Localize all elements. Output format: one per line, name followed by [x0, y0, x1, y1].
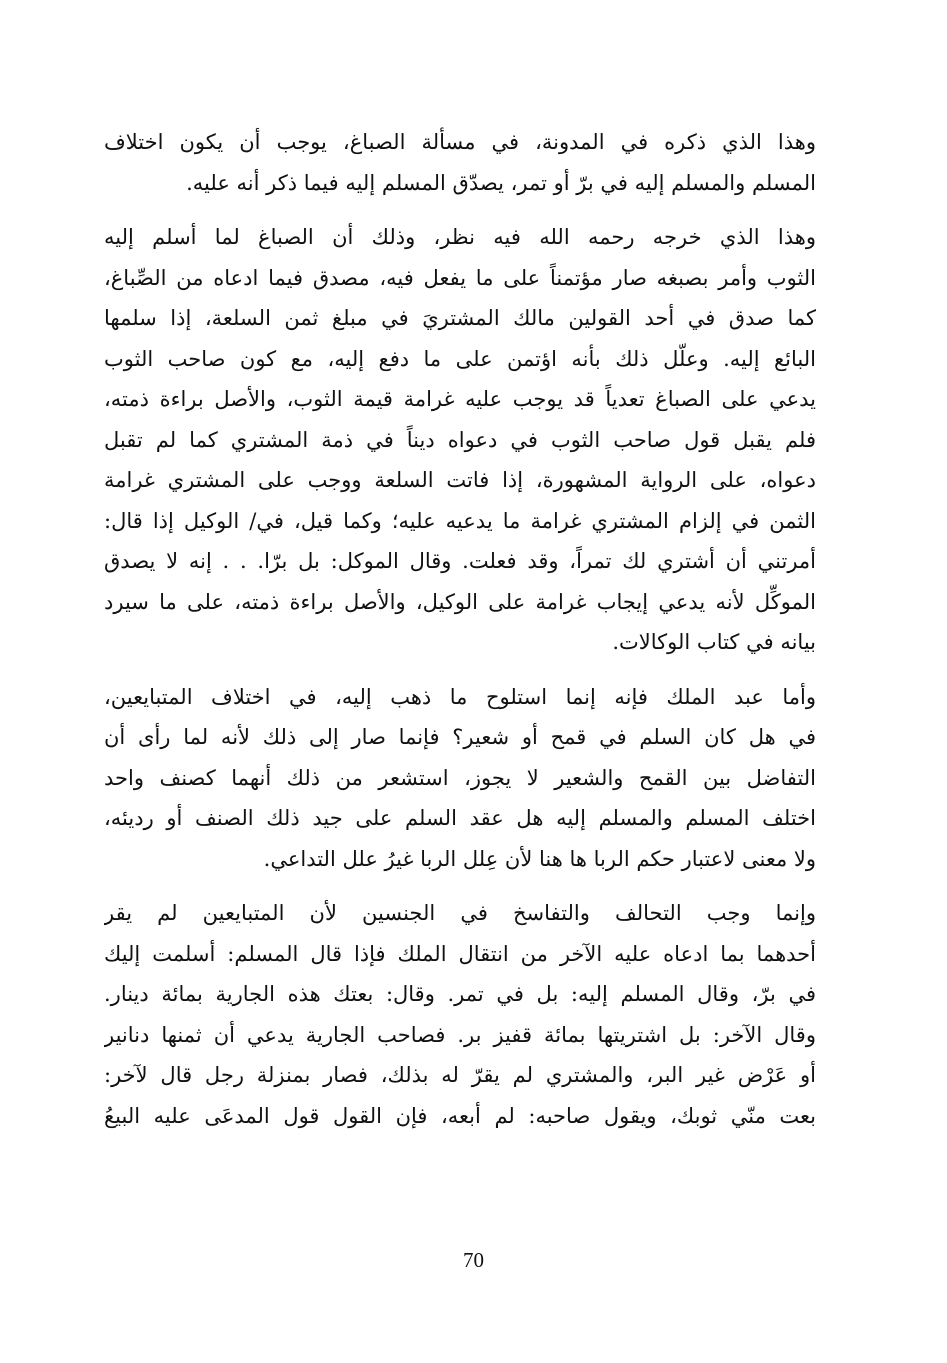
text-line: في هل كان السلم في قمح أو شعير؟ فإنما صار إلى ذلك لأنه لما رأى أن — [104, 725, 816, 749]
text-line: المسلم والمسلم إليه في برّ أو تمر، يصدّق المسلم إليه فيما ذكر أنه عليه. — [186, 170, 816, 195]
text-line: أمرتني أن أشتري لك تمراً، وقد فعلت. وقال الموكل: بل برّا. . . إنه لا يصدق — [104, 549, 816, 573]
paragraph — [104, 122, 816, 203]
text-line: كما صدق في أحد القولين مالك المشتريَ في مبلغ ثمن السلعة، إذا سلمها — [104, 306, 816, 330]
text-line: وإنما وجب التحالف والتفاسخ في الجنسين لأن المتبايعين لم يقر — [104, 901, 816, 925]
paragraph — [104, 677, 816, 880]
page-number: 70 — [463, 1248, 484, 1272]
text-line: فلم يقبل قول صاحب الثوب في دعواه ديناً في ذمة المشتري كما لم تقبل — [104, 427, 816, 452]
text-line: اختلف المسلم والمسلم إليه هل عقد السلم على جيد ذلك الصنف أو رديئه، — [104, 806, 816, 830]
text-line: أحدهما بما ادعاه عليه الآخر من انتقال الملك فإذا قال المسلم: أسلمت إليك — [104, 941, 816, 966]
text-line: الثمن في إلزام المشتري غرامة ما يدعيه عليه؛ وكما قيل، في/ الوكيل إذا قال: — [104, 508, 816, 533]
text-line: التفاضل بين القمح والشعير لا يجوز، استشعر من ذلك أنهما كصنف واحد — [104, 765, 816, 790]
text-line: البائع إليه. وعلّل ذلك بأنه اؤتمن على ما دفع إليه، مع كون صاحب الثوب — [104, 346, 816, 371]
text-line: يدعي على الصباغ تعدياً قد يوجب عليه غرامة قيمة الثوب، والأصل براءة ذمته، — [104, 387, 816, 411]
text-line: وقال الآخر: بل اشتريتها بمائة قفيز بر. فصاحب الجارية يدعي أن ثمنها دنانير — [104, 1022, 816, 1047]
paragraph — [104, 893, 816, 1136]
text-line: دعواه، على الرواية المشهورة، إذا فاتت السلعة ووجب على المشتري غرامة — [104, 468, 816, 492]
text-line: في برّ، وقال المسلم إليه: بل في تمر. وقال: بعتك هذه الجارية بمائة دينار. — [104, 982, 816, 1006]
text-line: بعت منّي ثوبك، ويقول صاحبه: لم أبعه، فإن القول قول المدعَى عليه البيعُ — [104, 1103, 816, 1128]
paragraph — [104, 217, 816, 663]
text-line: بيانه في كتاب الوكالات. — [612, 630, 816, 654]
text-line: وهذا الذي خرجه رحمه الله فيه نظر، وذلك أن الصباغ لما أسلم إليه — [104, 225, 816, 249]
text-line: الموكِّل لأنه يدعي إيجاب غرامة على الوكيل، والأصل براءة ذمته، على ما سيرد — [104, 589, 816, 614]
text-line: أو عَرْض غير البر، والمشتري لم يقرّ له بذلك، فصار بمنزلة رجل قال لآخر: — [104, 1063, 816, 1087]
text-line: وهذا الذي ذكره في المدونة، في مسألة الصباغ، يوجب أن يكون اختلاف — [104, 130, 816, 154]
text-line: وأما عبد الملك فإنه إنما استلوح ما ذهب إليه، في اختلاف المتبايعين، — [104, 684, 816, 709]
text-line: ولا معنى لاعتبار حكم الربا ها هنا لأن عِلل الربا غيرُ علل التداعي. — [263, 846, 816, 871]
body-text — [104, 122, 816, 1136]
text-line: الثوب وأمر بصبغه صار مؤتمناً على ما يفعل فيه، مصدق فيما ادعاه من الصِّباغ، — [104, 265, 816, 290]
